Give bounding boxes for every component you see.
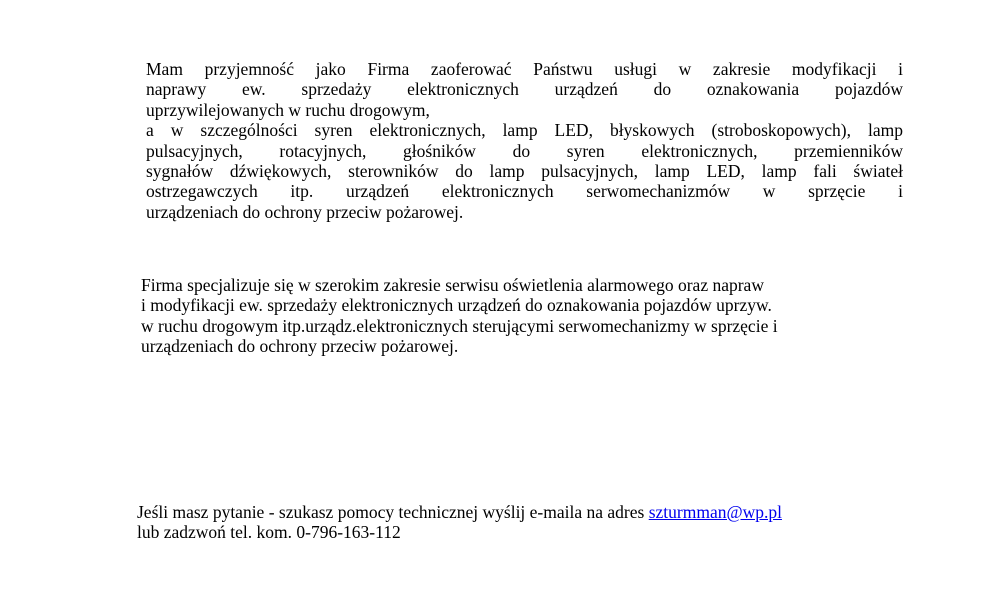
- contact-line-phone: lub zadzwoń tel. kom. 0-796-163-112: [137, 522, 401, 543]
- offer-line-5: pulsacyjnych, rotacyjnych, głośników do syren elektronicznych, przemienników: [146, 140, 903, 161]
- specialization-line-4: urządzeniach do ochrony przeciw pożarowej.: [141, 336, 459, 357]
- offer-line-2: naprawy ew. sprzedaży elektronicznych urządzeń do oznakowania pojazdów: [146, 79, 903, 100]
- contact-section: [137, 502, 897, 543]
- specialization-line-3: w ruchu drogowym itp.urządz.elektronicznych sterującymi serwomechanizmy w sprzęcie i: [141, 315, 778, 336]
- offer-line-1: Mam przyjemność jako Firma zaoferować Państwu usługi w zakresie modyfikacji i: [146, 59, 903, 79]
- contact-email-prompt: Jeśli masz pytanie - szukasz pomocy technicznej wyślij e-maila na adres: [137, 502, 649, 522]
- specialization-paragraph: [141, 275, 901, 357]
- contact-line-email: [137, 502, 897, 522]
- offer-line-8: urządzeniach do ochrony przeciw pożarowej.: [146, 201, 464, 222]
- specialization-line-1: Firma specjalizuje się w szerokim zakresie serwisu oświetlenia alarmowego oraz napraw: [141, 275, 764, 295]
- offer-line-7: ostrzegawczych itp. urządzeń elektronicznych serwomechanizmów w sprzęcie i: [146, 181, 903, 202]
- offer-line-3: uprzywilejowanych w ruchu drogowym,: [146, 99, 430, 120]
- offer-line-4: a w szczególności syren elektronicznych, lamp LED, błyskowych (stroboskopowych), lamp: [146, 120, 903, 141]
- offer-paragraph: [146, 59, 903, 222]
- offer-line-6: sygnałów dźwiękowych, sterowników do lamp pulsacyjnych, lamp LED, lamp fali świateł: [146, 161, 903, 182]
- email-link[interactable]: szturmman@wp.pl: [648, 502, 782, 522]
- specialization-line-2: i modyfikacji ew. sprzedaży elektronicznych urządzeń do oznakowania pojazdów uprzyw.: [141, 295, 772, 316]
